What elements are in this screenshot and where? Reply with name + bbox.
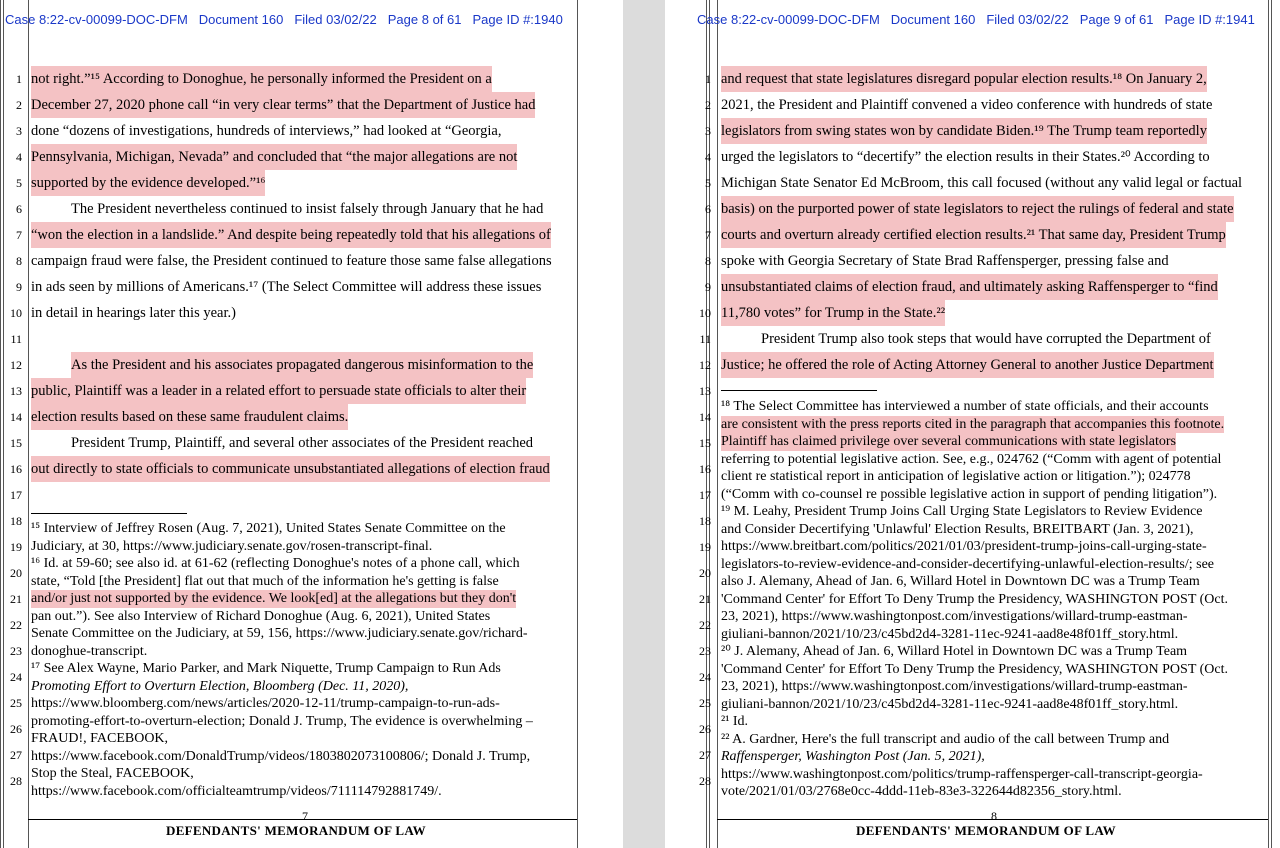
body-line: out directly to state officials to communicate unsubstantiated allegations of election fraud: [31, 456, 550, 482]
body-text: [721, 66, 1268, 378]
footnote-line: 23, 2021), https://www.washingtonpost.com/investigations/willard-trump-eastman-: [721, 679, 1188, 694]
body-line: in ads seen by millions of Americans.¹⁷ (The Select Committee will address these issues: [31, 279, 542, 295]
footnote-rule: [31, 513, 187, 514]
body-line: Pennsylvania, Michigan, Nevada” and concluded that “the major allegations are not: [31, 144, 517, 170]
footnote-line: are consistent with the press reports cited in the paragraph that accompanies this footnote.: [721, 416, 1225, 432]
footnote-line: and Consider Decertifying 'Unlawful' Election Results, BREITBART (Jan. 3, 2021),: [721, 521, 1194, 537]
footnote-line: also J. Alemany, Ahead of Jan. 6, Willard Hotel in Downtown DC was a Trump Team: [721, 574, 1200, 589]
body-line: and request that state legislatures disregard popular election results.¹⁸ On January 2,: [721, 66, 1207, 92]
body-line: public, Plaintiff was a leader in a related effort to persuade state officials to alter their: [31, 378, 526, 404]
footnote-line: 'Command Center' for Effort To Deny Trump the Presidency, WASHINGTON POST (Oct.: [721, 591, 1228, 607]
body-line: basis) on the purported power of state legislators to reject the rulings of federal and state: [721, 196, 1234, 222]
body-line: December 27, 2020 phone call “in very clear terms” that the Department of Justice had: [31, 92, 535, 118]
case-header: Case 8:22-cv-00099-DOC-DFM Document 160 Filed 03/02/22 Page 9 of 61 Page ID #:1941: [697, 12, 1255, 27]
body-line: supported by the evidence developed.”¹⁶: [31, 170, 265, 196]
page-number: 7: [302, 809, 308, 823]
footnote-line: (“Comm with co-counsel re possible legislative action in support of pending litigation”).: [721, 486, 1218, 502]
body-line: urged the legislators to “decertify” the election results in their States.²⁰ According to: [721, 149, 1210, 165]
footnote-line: ²² A. Gardner, Here's the full transcript and audio of the call between Trump and: [721, 731, 1170, 747]
body-text: [31, 66, 576, 482]
footnote-line: https://www.facebook.com/DonaldTrump/videos/1803802073100806/; Donald J. Trump,: [31, 748, 531, 764]
footnotes: [721, 398, 1268, 801]
footnote-line: legislators-to-review-evidence-and-consider-decertifying-unlawful-election-results/; see: [721, 556, 1215, 572]
footnote-line: https://www.breitbart.com/politics/2021/01/03/president-trump-joins-call-urging-state-: [721, 539, 1207, 554]
footnote-line: referring to potential legislative action. See, e.g., 024762 (“Comm with agent of potential: [721, 451, 1222, 467]
footnote-line: https://www.facebook.com/officialteamtrump/videos/711114792881749/.: [31, 783, 442, 799]
footnote-line: client re statistical report in anticipation of legislative action or litigation.”); 024778: [721, 469, 1191, 484]
body-line: unsubstantiated claims of election fraud, and ultimately asking Raffensperger to “find: [721, 274, 1218, 300]
body-line: done “dozens of investigations, hundreds of interviews,” had looked at “Georgia,: [31, 123, 502, 139]
page-footer: DEFENDANTS' MEMORANDUM OF LAW: [856, 823, 1116, 838]
footnote-line: ¹⁸ The Select Committee has interviewed a number of state officials, and their accounts: [721, 399, 1209, 414]
page-footer: DEFENDANTS' MEMORANDUM OF LAW: [166, 823, 426, 838]
body-line: President Trump also took steps that would have corrupted the Department of: [761, 331, 1211, 347]
footnote-line: 23, 2021), https://www.washingtonpost.com/investigations/willard-trump-eastman-: [721, 609, 1188, 624]
body-line: “won the election in a landslide.” And despite being repeatedly told that his allegations of: [31, 222, 551, 248]
footnote-line: Plaintiff has claimed privilege over several communications with state legislators: [721, 434, 1177, 449]
body-line: [31, 326, 576, 352]
body-line: 2021, the President and Plaintiff convened a video conference with hundreds of state: [721, 97, 1213, 113]
footnote-line: ¹⁶ Id. at 59-60; see also id. at 61-62 (reflecting Donoghue's notes of a phone call, which: [31, 556, 520, 571]
footnote-line: promoting-effort-to-overturn-election; Donald J. Trump, The evidence is overwhelming –: [31, 713, 533, 729]
footnote-line: https://www.washingtonpost.com/politics/trump-raffensperger-call-transcript-georgia-: [721, 766, 1203, 782]
document-page-right: Case 8:22-cv-00099-DOC-DFM Document 160 Filed 03/02/22 Page 9 of 61 Page ID #:1941 1 2 3 4 5 6 7 8 9 10 11 12 13 14 15 16 17 18 19 20 21 22 23 24 25 26 27 28 and request that state legislatures disregard popular election results.¹⁸ On January 2, 2021, the President and Plaintiff convened a video conference with hundreds of state legislators from swing states won by candidate Biden.¹⁹ The Trump team reportedly urged the legislators to “decertify” the election results in their States.²⁰ According to Michigan State Senator Ed McBroom, this call focused (without any valid legal or factual basis) on the purported power of state legislators to reject the rulings of federal and state courts and overturn already certified election results.²¹ That same day, President Trump spoke with Georgia Secretary of State Brad Raffensperger, pressing false and unsubstantiated claims of election fraud, and ultimately asking Raffensperger to “find 11,780 votes” for Trump in the State.²² President Trump also took steps that would have corrupted the Department of Justice; he offered the role of Acting Attorney General to another Justice Department ¹⁸ The Select Committee has interviewed a number of state officials, and their accounts are consistent with the press reports cited in the paragraph that accompanies this footnote. Plaintiff has claimed privilege over several communications with state legislators referring to potential legislative action. See, e.g., 024762 (“Comm with agent of potential client re statistical report in anticipation of legislative action or litigation.”); 024778 (“Comm with co-counsel re possible legislative action in support of pending litigation”). ¹⁹ M. Leahy, President Trump Joins Call Urging State Legislators to Review Evidence and Consider Decertifying 'Unlawful' Election Results, BREITBART (Jan. 3, 2021), https://www.breitbart.com/politics/2021/01/03/president-trump-joins-call-urging-state- legislators-to-review-evidence-and-consider-decertifying-unlawful-election-results/; see also J. Alemany, Ahead of Jan. 6, Willard Hotel in Downtown DC was a Trump Team 'Command Center' for Effort To Deny Trump the Presidency, WASHINGTON POST (Oct. 23, 2021), https://www.washingtonpost.com/investigations/willard-trump-eastman- giuliani-bannon/2021/10/23/c45bd2d4-3281-11ec-9241-aad8e48f01ff_story.html. ²⁰ J. Alemany, Ahead of Jan. 6, Willard Hotel in Downtown DC was a Trump Team 'Command Center' for Effort To Deny Trump the Presidency, WASHINGTON POST (Oct. 23, 2021), https://www.washingtonpost.com/investigations/willard-trump-eastman- giuliani-bannon/2021/10/23/c45bd2d4-3281-11ec-9241-aad8e48f01ff_story.html. ²¹ Id. ²² A. Gardner, Here's the full transcript and audio of the call between Trump and Raffensperger, Washington Post (Jan. 5, 2021), https://www.washingtonpost.com/politics/trump-raffensperger-call-transcript-georgia- vote/2021/01/03/2768e0cc-4ddd-11eb-83e3-322644d82356_story.html. 8 DEFENDANTS' MEMORANDUM OF LAW: [665, 0, 1280, 848]
body-line: As the President and his associates propagated dangerous misinformation to the: [71, 352, 533, 378]
footnote-line: https://www.bloomberg.com/news/articles/2020-12-11/trump-campaign-to-run-ads-: [31, 696, 500, 711]
body-line: President Trump, Plaintiff, and several other associates of the President reached: [71, 435, 534, 451]
footnote-line: Stop the Steal, FACEBOOK,: [31, 766, 194, 781]
body-line: campaign fraud were false, the President continued to feature those same false allegations: [31, 253, 552, 269]
footnote-line: pan out.”). See also Interview of Richard Donoghue (Aug. 6, 2021), United States: [31, 608, 491, 624]
page-number: 8: [991, 809, 997, 823]
body-line: courts and overturn already certified election results.²¹ That same day, President Trump: [721, 222, 1226, 248]
footnote-line: Raffensperger, Washington Post (Jan. 5, 2021),: [721, 749, 985, 764]
footnote-rule: [721, 390, 877, 391]
body-line: not right.”¹⁵ According to Donoghue, he personally informed the President on a: [31, 66, 492, 92]
body-line: Michigan State Senator Ed McBroom, this call focused (without any valid legal or factual: [721, 175, 1243, 191]
footnote-line: ¹⁹ M. Leahy, President Trump Joins Call Urging State Legislators to Review Evidence: [721, 504, 1203, 519]
case-header: Case 8:22-cv-00099-DOC-DFM Document 160 Filed 03/02/22 Page 8 of 61 Page ID #:1940: [5, 12, 563, 27]
body-line: 11,780 votes” for Trump in the State.²²: [721, 300, 945, 326]
body-line: Justice; he offered the role of Acting Attorney General to another Justice Department: [721, 352, 1214, 378]
body-line: The President nevertheless continued to insist falsely through January that he had: [71, 201, 544, 217]
footnote-line: vote/2021/01/03/2768e0cc-4ddd-11eb-83e3-322644d82356_story.html.: [721, 784, 1122, 799]
footnote-line: and/or just not supported by the evidence. We look[ed] at the allegations but they don't: [31, 591, 517, 606]
footnote-line: Promoting Effort to Overturn Election, Bloomberg (Dec. 11, 2020),: [31, 678, 409, 694]
body-line: in detail in hearings later this year.): [31, 305, 236, 321]
body-line: legislators from swing states won by candidate Biden.¹⁹ The Trump team reportedly: [721, 118, 1207, 144]
footnote-line: 'Command Center' for Effort To Deny Trump the Presidency, WASHINGTON POST (Oct.: [721, 661, 1228, 677]
document-page-left: Case 8:22-cv-00099-DOC-DFM Document 160 Filed 03/02/22 Page 8 of 61 Page ID #:1940 1 2 3 4 5 6 7 8 9 10 11 12 13 14 15 16 17 18 19 20 21 22 23 24 25 26 27 28 not right.”¹⁵ According to Donoghue, he personally informed the President on a December 27, 2020 phone call “in very clear terms” that the Department of Justice had done “dozens of investigations, hundreds of interviews,” had looked at “Georgia, Pennsylvania, Michigan, Nevada” and concluded that “the major allegations are not supported by the evidence developed.”¹⁶ The President nevertheless continued to insist falsely through January that he had “won the election in a landslide.” And despite being repeatedly told that his allegations of campaign fraud were false, the President continued to feature those same false allegations in ads seen by millions of Americans.¹⁷ (The Select Committee will address these issues in detail in hearings later this year.) As the President and his associates propagated dangerous misinformation to the public, Plaintiff was a leader in a related effort to persuade state officials to alter their election results based on these same fraudulent claims. President Trump, Plaintiff, and several other associates of the President reached out directly to state officials to communicate unsubstantiated allegations of election fraud ¹⁵ Interview of Jeffrey Rosen (Aug. 7, 2021), United States Senate Committee on the Judiciary, at 30, https://www.judiciary.senate.gov/rosen-transcript-final. ¹⁶ Id. at 59-60; see also id. at 61-62 (reflecting Donoghue's notes of a phone call, which state, “Told [the President] flat out that much of the information he's getting is false and/or just not supported by the evidence. We look[ed] at the allegations but they don't pan out.”). See also Interview of Richard Donoghue (Aug. 6, 2021), United States Senate Committee on the Judiciary, at 59, 156, https://www.judiciary.senate.gov/richard- donoghue-transcript. ¹⁷ See Alex Wayne, Mario Parker, and Mark Niquette, Trump Campaign to Run Ads Promoting Effort to Overturn Election, Bloomberg (Dec. 11, 2020), https://www.bloomberg.com/news/articles/2020-12-11/trump-campaign-to-run-ads- promoting-effort-to-overturn-election; Donald J. Trump, The evidence is overwhelming – FRAUD!, FACEBOOK, https://www.facebook.com/DonaldTrump/videos/1803802073100806/; Donald J. Trump, Stop the Steal, FACEBOOK, https://www.facebook.com/officialteamtrump/videos/711114792881749/. 7 DEFENDANTS' MEMORANDUM OF LAW: [0, 0, 623, 848]
footnote-line: Senate Committee on the Judiciary, at 59, 156, https://www.judiciary.senate.gov/richard-: [31, 626, 528, 641]
footnote-line: giuliani-bannon/2021/10/23/c45bd2d4-3281-11ec-9241-aad8e48f01ff_story.html.: [721, 696, 1179, 712]
footnotes: [31, 520, 576, 800]
footnote-line: ²¹ Id.: [721, 714, 749, 729]
footnote-line: giuliani-bannon/2021/10/23/c45bd2d4-3281-11ec-9241-aad8e48f01ff_story.html.: [721, 626, 1179, 642]
body-line: spoke with Georgia Secretary of State Brad Raffensperger, pressing false and: [721, 253, 1169, 269]
footnote-line: FRAUD!, FACEBOOK,: [31, 731, 169, 746]
footnote-line: Judiciary, at 30, https://www.judiciary.senate.gov/rosen-transcript-final.: [31, 538, 433, 554]
footnote-line: ²⁰ J. Alemany, Ahead of Jan. 6, Willard Hotel in Downtown DC was a Trump Team: [721, 644, 1188, 659]
body-line: election results based on these same fraudulent claims.: [31, 404, 348, 430]
footnote-line: ¹⁷ See Alex Wayne, Mario Parker, and Mark Niquette, Trump Campaign to Run Ads: [31, 661, 501, 676]
footnote-line: ¹⁵ Interview of Jeffrey Rosen (Aug. 7, 2021), United States Senate Committee on the: [31, 521, 506, 536]
footnote-line: state, “Told [the President] flat out that much of the information he's getting is false: [31, 573, 499, 589]
footnote-line: donoghue-transcript.: [31, 643, 148, 659]
